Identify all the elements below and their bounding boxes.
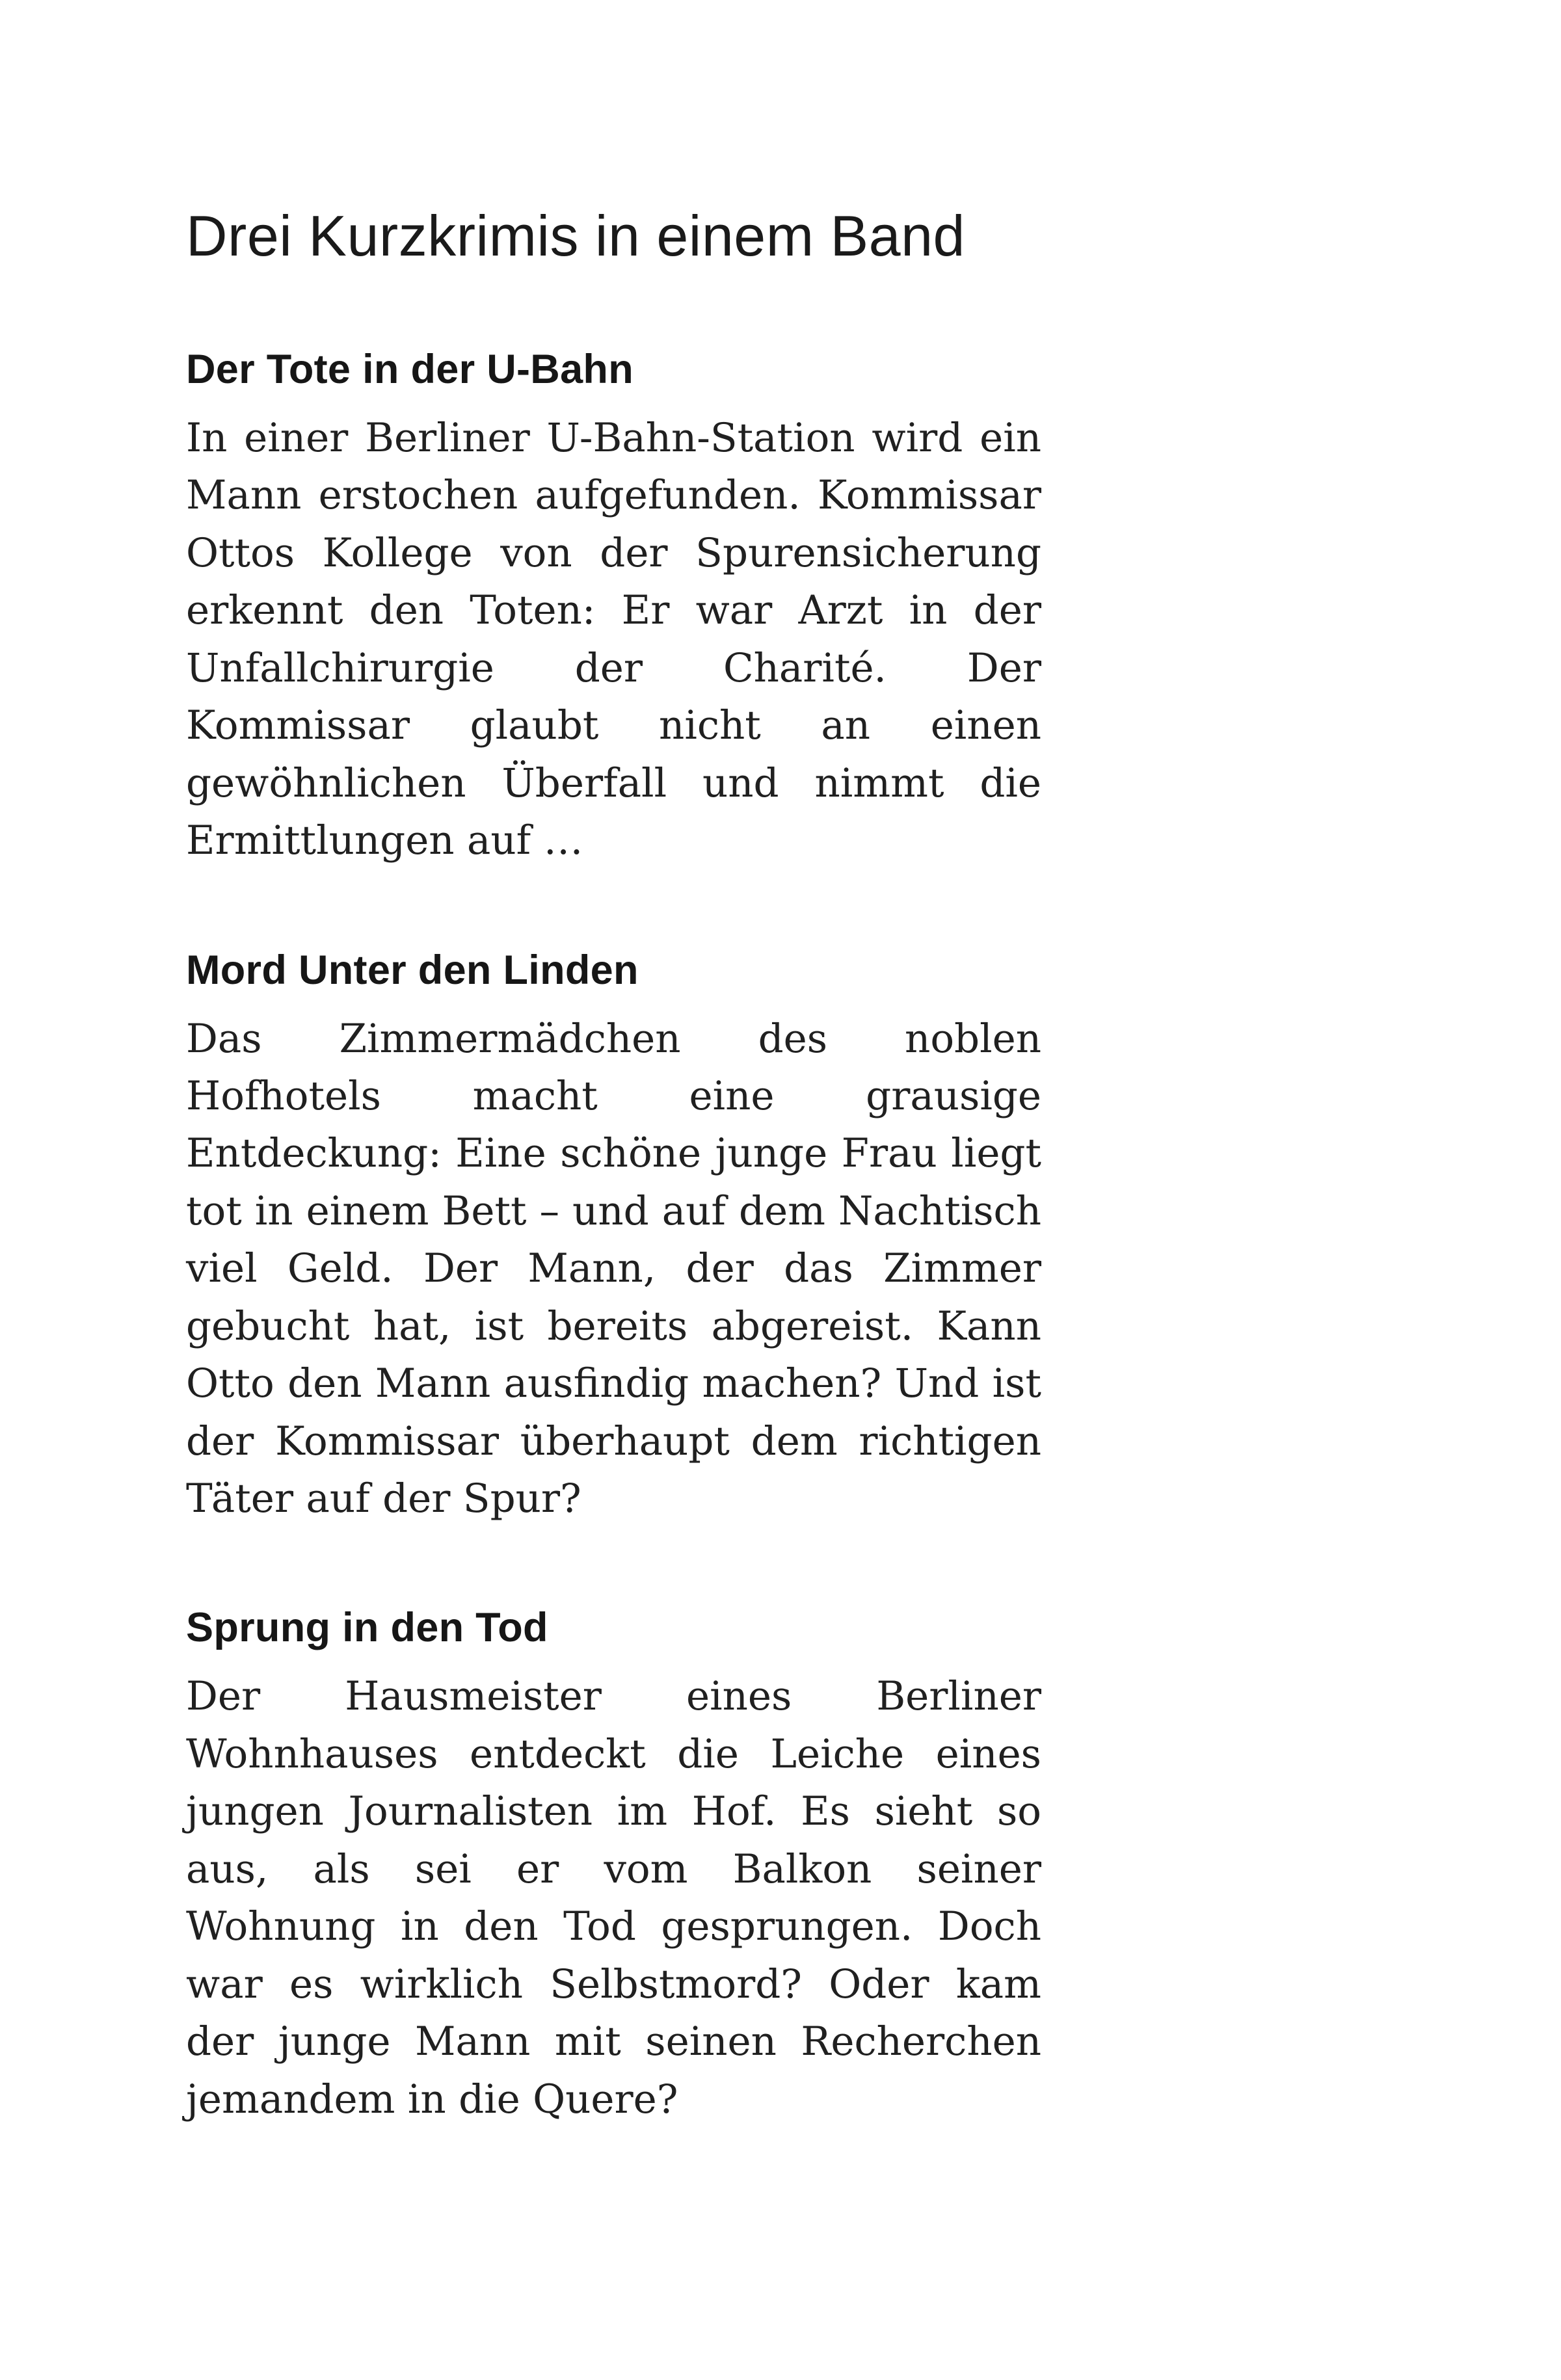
section-body: Das Zimmermädchen des noblen Hofhotels macht eine grausige Entdeckung: Eine schöne junge Frau liegt tot in einem Bett – und auf dem Nachtisch viel Geld. Der Mann, der das Zimmer gebucht hat, ist bereits abgereist. Kann Otto den Mann ausfindig machen? Und ist der Kommissar überhaupt dem richtigen Täter auf der Spur? [186,1015,1041,1522]
text-column [186,203,1041,2128]
section-heading: Der Tote in der U-Bahn [186,347,634,392]
page-title: Drei Kurzkrimis in einem Band [186,204,965,268]
section-body: Der Hausmeister eines Berliner Wohnhauses entdeckt die Leiche eines jungen Journalisten im Hof. Es sieht so aus, als sei er vom Balkon seiner Wohnung in den Tod gesprungen. Doch war es wirklich Selbstmord? Oder kam der junge Mann mit seinen Recherchen jemandem in die Quere? [186,1673,1041,2122]
section-heading: Mord Unter den Linden [186,947,639,993]
blurb-section [186,947,1041,1528]
blurb-section [186,346,1041,870]
section-heading: Sprung in den Tod [186,1605,548,1651]
blurb-section [186,1604,1041,2128]
section-body: In einer Berliner U-Bahn-Station wird ein Mann erstochen aufgefunden. Kommissar Ottos Kollege von der Spurensicherung erkennt den Toten: Er war Arzt in der Unfallchirurgie der Charité. Der Kommissar glaubt nicht an einen gewöhnlichen Überfall und nimmt die Ermittlungen auf … [186,415,1041,864]
